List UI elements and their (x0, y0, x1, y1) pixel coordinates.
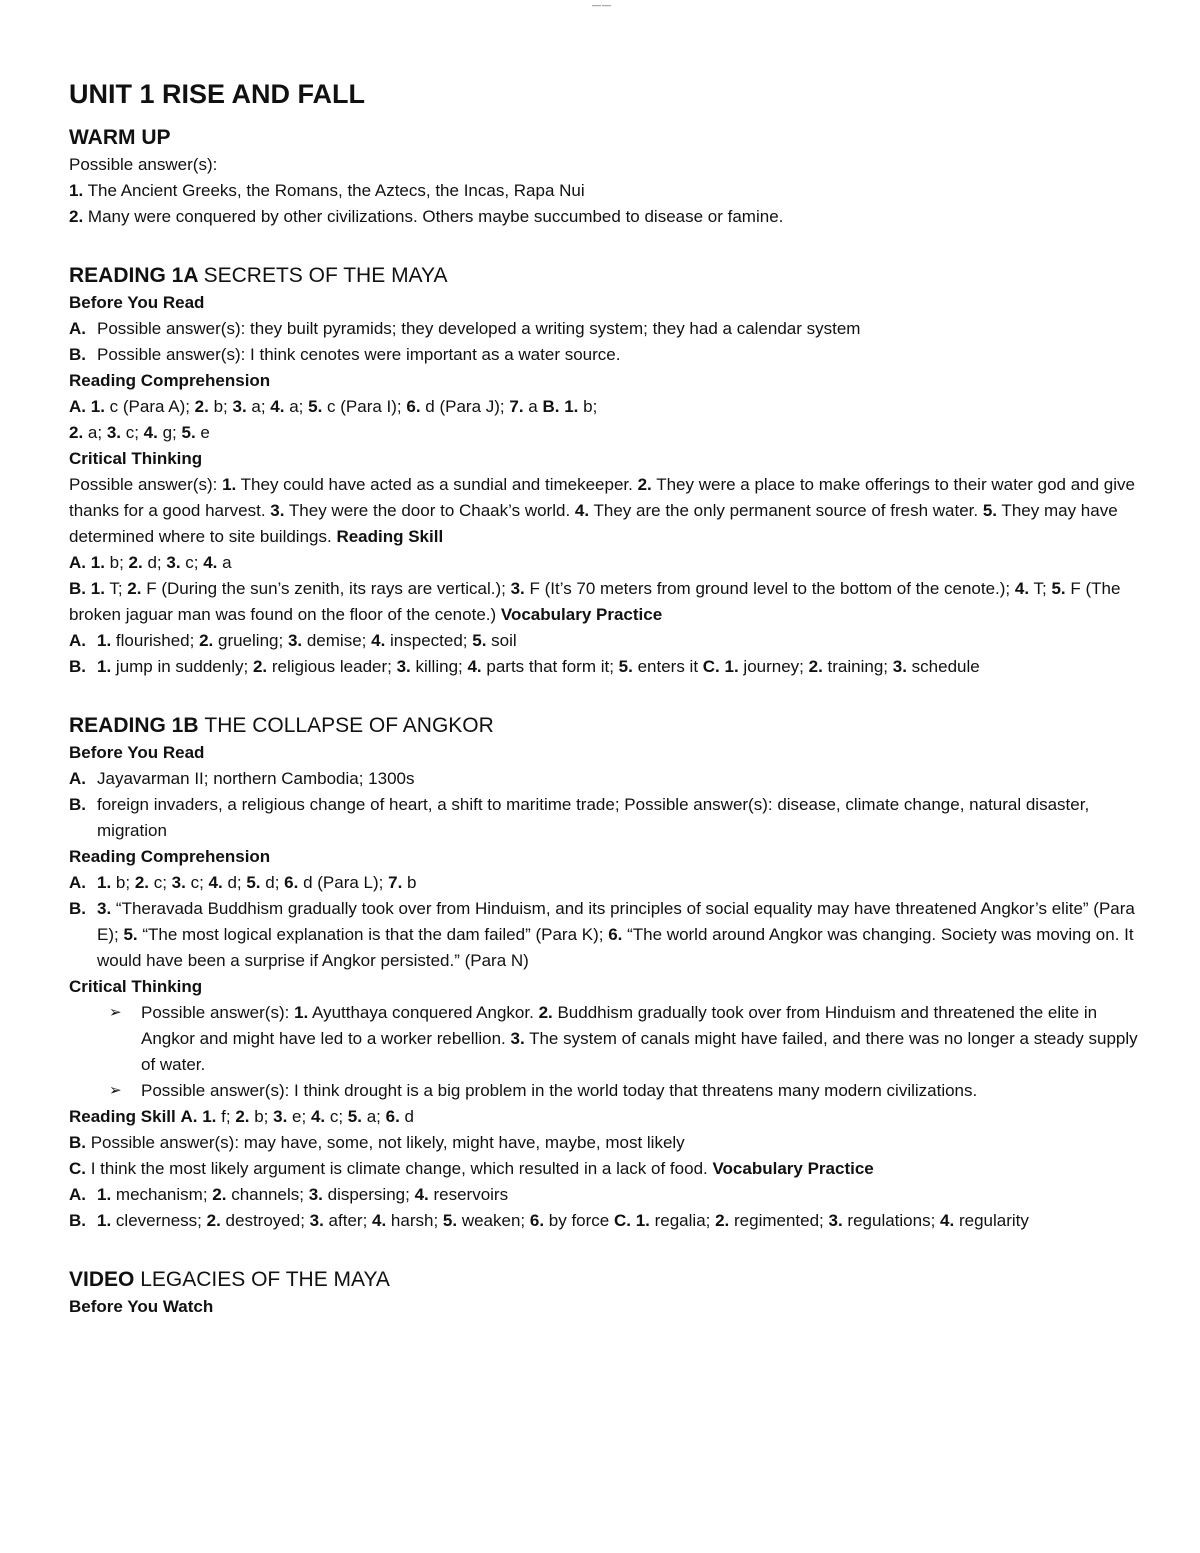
critical-thinking-heading: Critical Thinking (69, 977, 203, 996)
vocabulary-practice-heading: Vocabulary Practice (712, 1159, 874, 1178)
answer-line: A. 1. mechanism; 2. channels; 3. dispersing; 4. reservoirs (69, 1185, 509, 1204)
reading-1a-heading: READING 1A SECRETS OF THE MAYA (69, 264, 448, 287)
reading-skill-heading: Reading Skill (336, 527, 444, 546)
before-you-read-heading: Before You Read (69, 293, 205, 312)
answer-line: Reading Skill A. 1. f; 2. b; 3. e; 4. c; 5. a; 6. d (69, 1107, 414, 1126)
list-item: 1. The Ancient Greeks, the Romans, the Aztecs, the Incas, Rapa Nui (69, 181, 585, 200)
answer-line: B. 1. jump in suddenly; 2. religious leader; 3. killing; 4. parts that form it; 5. enters it C. 1. journey; 2. training; 3. schedule (69, 657, 980, 676)
answer-line: A. 1. c (Para A); 2. b; 3. a; 4. a; 5. c (Para I); 6. d (Para J); 7. a B. 1. b; (69, 397, 598, 416)
warm-up-intro: Possible answer(s): (69, 155, 218, 174)
list-item: B. foreign invaders, a religious change of heart, a shift to maritime trade; Possible answer(s): disease, climate change, natural disaster, migration (69, 795, 1090, 840)
arrow-bullet-icon: ➢ (109, 1004, 122, 1021)
video-heading: VIDEO LEGACIES OF THE MAYA (69, 1268, 390, 1291)
document-content (69, 76, 1139, 1320)
vocabulary-practice-heading: Vocabulary Practice (500, 605, 663, 624)
list-item: 2. Many were conquered by other civilizations. Others maybe succumbed to disease or famine. (69, 207, 784, 226)
answer-line: A. 1. flourished; 2. grueling; 3. demise; 4. inspected; 5. soil (69, 631, 517, 650)
header-mark: —— (592, 0, 612, 10)
list-item: A. Possible answer(s): they built pyramids; they developed a writing system; they had a calendar system (69, 319, 861, 338)
answer-line: B. 1. cleverness; 2. destroyed; 3. after; 4. harsh; 5. weaken; 6. by force C. 1. regalia; 2. regimented; 3. regulations; 4. regularity (69, 1211, 1029, 1230)
answer-line: B. 3. “Theravada Buddhism gradually took over from Hinduism, and its principles of social equality may have threatened Angkor’s elite” (Para E); 5. “The most logical explanation is that the dam failed” (Para K); 6. “The world around Angkor was changing. Society was moving on. It would have been a surprise if Angkor persisted.” (Para N) (69, 899, 1135, 970)
list-item: A. Jayavarman II; northern Cambodia; 1300s (69, 769, 415, 788)
warm-up-heading: WARM UP (69, 126, 171, 149)
bullet-item: ➢ Possible answer(s): 1. Ayutthaya conquered Angkor. 2. Buddhism gradually took over from Hinduism and threatened the elite in Angkor and might have led to a worker rebellion. 3. The system of canals might have failed, and there was no longer a steady supply of water. (69, 1000, 1139, 1078)
answer-line: C. I think the most likely argument is climate change, which resulted in a lack of food. Vocabulary Practice (69, 1159, 874, 1178)
reading-comprehension-heading: Reading Comprehension (69, 847, 271, 866)
critical-thinking-heading: Critical Thinking (69, 449, 203, 468)
answer-line: 2. a; 3. c; 4. g; 5. e (69, 423, 210, 442)
before-you-watch-heading: Before You Watch (69, 1297, 214, 1316)
answer-line: B. 1. T; 2. F (During the sun’s zenith, its rays are vertical.); 3. F (It’s 70 meters from ground level to the bottom of the cenote.); 4. T; 5. F (The broken jaguar man was found on the floor of the cenote.) Vocabulary Practice (69, 579, 1121, 624)
answer-line: A. 1. b; 2. c; 3. c; 4. d; 5. d; 6. d (Para L); 7. b (69, 873, 417, 892)
before-you-read-heading: Before You Read (69, 743, 205, 762)
arrow-bullet-icon: ➢ (109, 1082, 122, 1099)
reading-1b-heading: READING 1B THE COLLAPSE OF ANGKOR (69, 714, 494, 737)
bullet-item: ➢ Possible answer(s): I think drought is a big problem in the world today that threatens many modern civilizations. (69, 1078, 1139, 1104)
answer-line: B. Possible answer(s): may have, some, not likely, might have, maybe, most likely (69, 1133, 685, 1152)
unit-title: UNIT 1 RISE AND FALL (69, 79, 366, 109)
answer-line: A. 1. b; 2. d; 3. c; 4. a (69, 553, 232, 572)
reading-skill-heading: Reading Skill (69, 1107, 176, 1126)
reading-comprehension-heading: Reading Comprehension (69, 371, 271, 390)
critical-thinking-answer: Possible answer(s): 1. They could have acted as a sundial and timekeeper. 2. They were a place to make offerings to their water god and give thanks for a good harvest. 3. They were the door to Chaak’s world. 4. They are the only permanent source of fresh water. 5. They may have determined where to site buildings. Reading Skill (69, 475, 1135, 546)
list-item: B. Possible answer(s): I think cenotes were important as a water source. (69, 345, 621, 364)
